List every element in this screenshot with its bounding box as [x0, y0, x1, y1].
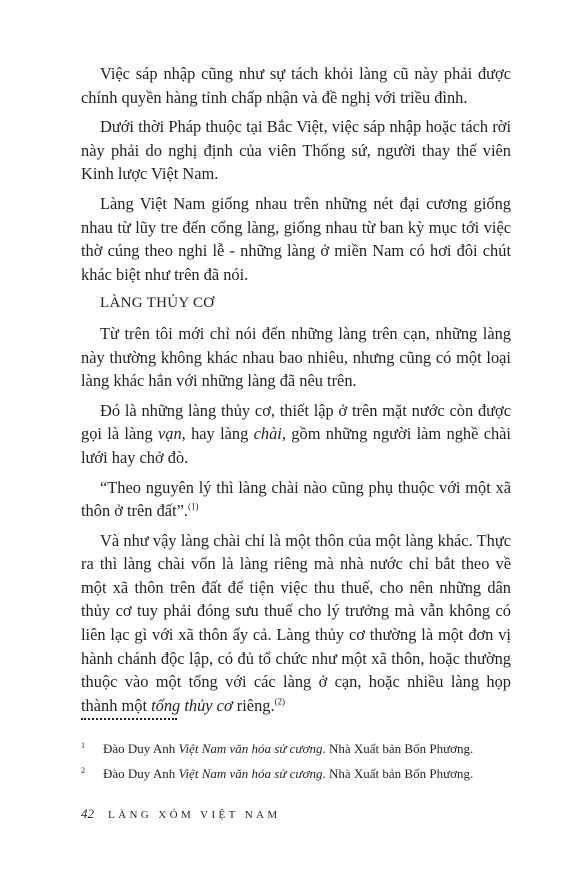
footnote-ref-1: (1)	[187, 501, 199, 512]
footnote-author: Đào Duy Anh	[103, 766, 179, 781]
paragraph-5-text-c: , hay làng	[181, 424, 254, 444]
body-text	[81, 62, 511, 723]
footnote-number: 2	[81, 766, 85, 775]
page-footer	[81, 806, 281, 822]
paragraph-5-text-e: , gồm những người làm nghề chài lưới hay chở đò.	[81, 424, 511, 467]
page-number: 42	[81, 806, 94, 821]
paragraph-7-italic: tổng thủy cơ	[151, 695, 233, 715]
running-title: LÀNG XÓM VIỆT NAM	[108, 809, 281, 821]
paragraph-5-text-a: Đó là những làng thủy cơ, thiết lập ở trên mặt nước còn được gọi là làng	[81, 400, 511, 444]
footnote-number: 1	[81, 741, 85, 750]
paragraph-2: Dưới thời Pháp thuộc tại Bắc Việt, việc sáp nhập hoặc tách rời này phải do nghị định của viên Thống sứ, người thay thế viên Kinh lược Việt Nam.	[81, 117, 511, 184]
paragraph-5-italic-chai: chài	[253, 424, 282, 444]
paragraph-6-quote	[81, 476, 511, 523]
footnote-book-title: Việt Nam văn hóa sử cương	[178, 741, 323, 756]
footnote-1	[81, 736, 511, 761]
paragraph-4: Từ trên tôi mới chỉ nói đến những làng trên cạn, những làng này thường không khác nhau bao nhiêu, nhưng cũng có một loại làng khác hẳn với những làng đã nêu trên.	[81, 323, 511, 391]
paragraph-5-italic-van: vạn	[157, 424, 182, 444]
footnote-ref-2: (2)	[274, 696, 286, 707]
paragraph-1: Việc sáp nhập cũng như sự tách khỏi làng cũ này phải được chính quyền hàng tỉnh chấp nhận và đề nghị với triều đình.	[81, 64, 511, 107]
footnote-publisher: . Nhà Xuất bản Bốn Phương.	[322, 741, 474, 756]
footnote-2	[81, 761, 511, 786]
quote-text: “Theo nguyên lý thì làng chài nào cũng phụ thuộc với một xã thôn ở trên đất”.	[81, 477, 511, 521]
footnote-author: Đào Duy Anh	[103, 741, 179, 756]
paragraph-7-text: Và như vậy làng chài chỉ là một thôn của một làng khác. Thực ra thì làng chài vốn là làng riêng mà nhà nước chỉ bắt theo về một xã thôn trên đất để tiện việc thu thuế, cho nên những dân thủy cơ tuy phải đóng sưu thuế cho lý trưởng mà vẫn không có liên lạc gì với xã thôn ấy cả. Làng thủy cơ thường là một đơn vị hành chánh độc lập, có đủ tổ chức như một xã thôn, hoặc thường thuộc vào một tổng với các làng ở cạn, hoặc nhiều làng họp thành một	[81, 530, 511, 715]
footnote-publisher: . Nhà Xuất bản Bốn Phương.	[322, 766, 474, 781]
paragraph-7	[81, 529, 511, 718]
footnotes	[81, 736, 511, 786]
paragraph-7-end: riêng.	[232, 695, 275, 715]
footnote-book-title: Việt Nam văn hóa sử cương	[178, 766, 323, 781]
paragraph-3: Làng Việt Nam giống nhau trên những nét đại cương giống nhau từ lũy tre đến cổng làng, giống nhau từ ban kỳ mục tới việc thờ cúng theo nghi lễ - những làng ở miền Nam có hơi đôi chút khác biệt như trên đã nói.	[81, 193, 511, 284]
section-heading: LÀNG THỦY CƠ	[100, 295, 215, 312]
paragraph-5	[81, 399, 511, 470]
footnote-separator	[81, 718, 177, 724]
